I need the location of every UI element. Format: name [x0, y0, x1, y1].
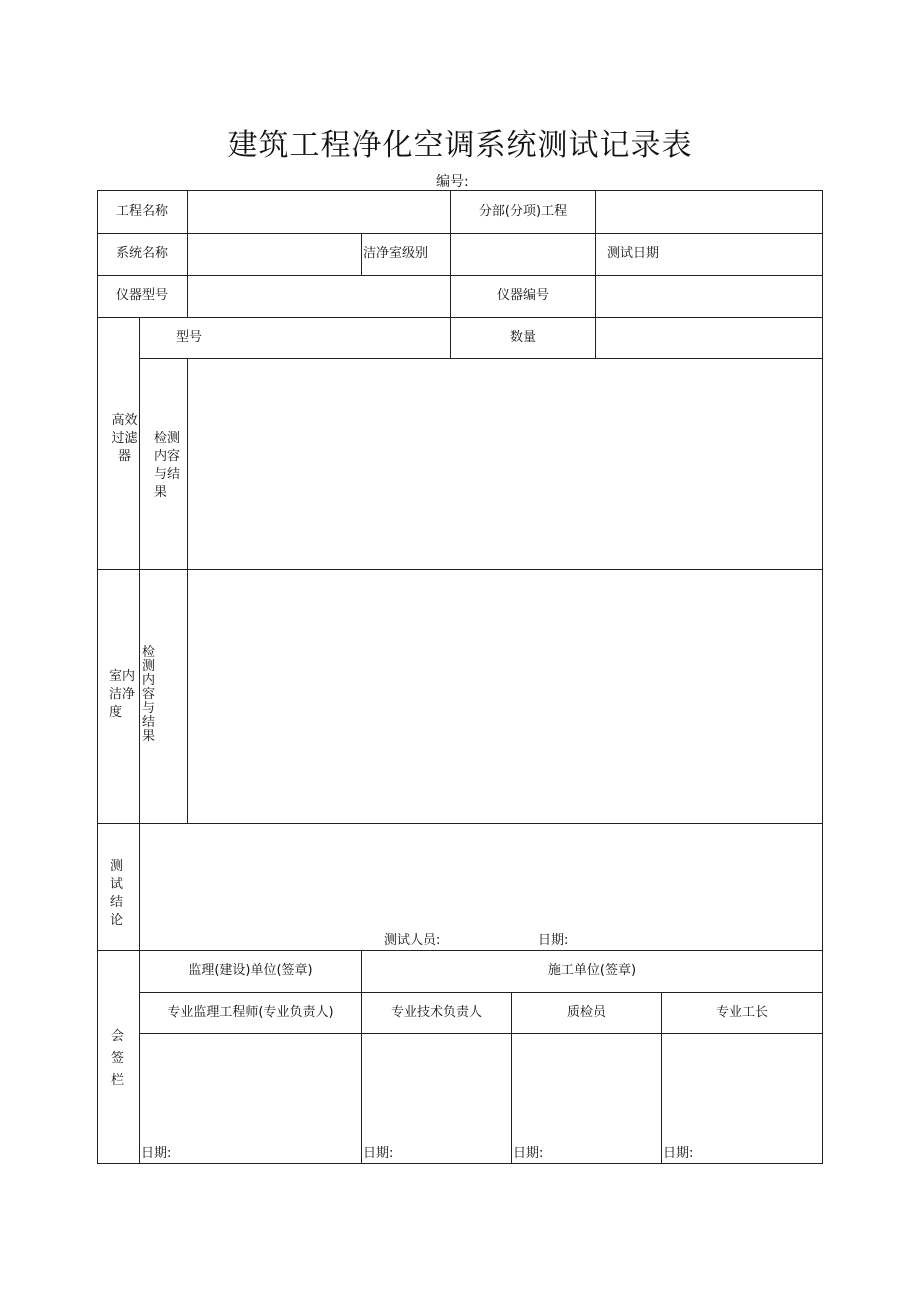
- row-divider: [139, 1033, 823, 1034]
- row-divider: [97, 950, 823, 951]
- system-name-label: 系统名称: [115, 246, 168, 261]
- instrument-model-label: 仪器型号: [115, 288, 168, 303]
- hepa-model-label: 型号: [176, 330, 203, 345]
- row-divider: [139, 358, 823, 359]
- row-divider: [97, 275, 823, 276]
- col-divider: [187, 358, 188, 823]
- inspector-label: 质检员: [566, 1005, 606, 1020]
- table-border-right: [822, 190, 823, 1164]
- tech-lead-label: 专业技术负责人: [390, 1005, 482, 1020]
- row-divider: [97, 317, 823, 318]
- instrument-no-label: 仪器编号: [496, 288, 549, 303]
- row-divider: [97, 233, 823, 234]
- supervisor-engineer-label: 专业监理工程师(专业负责人): [167, 1005, 334, 1020]
- clean-room-class-label: 洁净室级别: [363, 246, 429, 261]
- hepa-section-label: 高效过滤器: [111, 413, 138, 464]
- table-border-left: [97, 190, 98, 1164]
- hepa-quantity-label: 数量: [509, 330, 536, 345]
- test-date-label: 测试日期: [607, 246, 660, 261]
- col-divider: [361, 950, 362, 1163]
- signoff-section-label: 会签栏: [111, 1029, 125, 1088]
- col-divider: [187, 190, 188, 317]
- col-divider: [595, 190, 596, 233]
- foreman-label: 专业工长: [715, 1005, 768, 1020]
- conclusion-date-label: 日期:: [538, 933, 569, 948]
- col-divider: [595, 233, 596, 275]
- cleanliness-content-label: 检测内容与结果: [142, 645, 156, 744]
- table-border-top: [97, 190, 823, 191]
- serial-number-label: 编号:: [436, 174, 469, 190]
- sub-project-label: 分部(分项)工程: [478, 204, 568, 219]
- construction-unit-label: 施工单位(签章): [547, 963, 637, 978]
- col-divider: [595, 317, 596, 358]
- signoff-date-label: 日期:: [363, 1146, 394, 1161]
- row-divider: [97, 823, 823, 824]
- signoff-date-label: 日期:: [513, 1146, 544, 1161]
- table-border-bottom: [97, 1163, 823, 1164]
- signoff-date-label: 日期:: [663, 1146, 694, 1161]
- supervisor-unit-label: 监理(建设)单位(签章): [188, 963, 313, 978]
- row-divider: [97, 569, 823, 570]
- col-divider: [361, 233, 362, 275]
- col-divider: [595, 275, 596, 317]
- col-divider: [139, 317, 140, 1163]
- conclusion-section-label: 测试结论: [110, 859, 124, 928]
- signoff-date-label: 日期:: [141, 1146, 172, 1161]
- row-divider: [139, 992, 823, 993]
- cleanliness-section-label: 室内洁净度: [109, 669, 136, 720]
- hepa-content-label: 检测内容与结果: [154, 431, 181, 500]
- project-name-label: 工程名称: [115, 204, 168, 219]
- tester-label: 测试人员:: [384, 933, 441, 948]
- page-title: 建筑工程净化空调系统测试记录表: [227, 128, 693, 163]
